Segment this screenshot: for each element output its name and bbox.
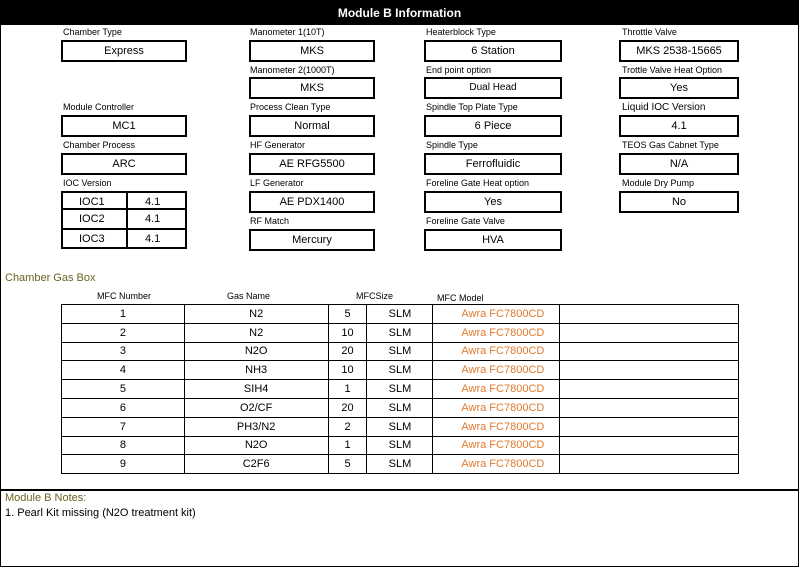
lf-generator-value: AE PDX1400 (249, 191, 375, 213)
mfc-number-cell: 3 (62, 342, 185, 361)
ioc-row-name: IOC3 (79, 233, 105, 245)
mfc-unit-cell: SLM (367, 305, 433, 324)
mfc-unit-cell: SLM (367, 342, 433, 361)
end-point-option-label: End point option (426, 65, 492, 75)
foreline-gate-heat-label: Foreline Gate Heat option (426, 178, 530, 188)
mfc-unit-cell: SLM (367, 436, 433, 455)
throttle-valve-label: Throttle Valve (622, 27, 677, 37)
lf-generator-label: LF Generator (250, 178, 304, 188)
mfc-size-cell: 5 (328, 305, 367, 324)
gas-name-cell: N2 (184, 305, 328, 324)
empty-cell (560, 436, 739, 455)
throttle-valve-heat-label: Trottle Valve Heat Option (622, 65, 723, 75)
gas-row (62, 361, 739, 380)
mfc-number-cell: 6 (62, 398, 185, 417)
gas-row (62, 436, 739, 455)
header-gas-name: Gas Name (227, 291, 271, 301)
gas-name-cell: N2O (184, 436, 328, 455)
foreline-gate-heat-value: Yes (424, 191, 562, 213)
gas-name-cell: N2 (184, 323, 328, 342)
gas-box-title: Chamber Gas Box (5, 272, 96, 284)
spindle-top-plate-type-value: 6 Piece (424, 115, 562, 137)
mfc-unit-cell: SLM (367, 417, 433, 436)
ioc-version-table (61, 191, 187, 249)
foreline-gate-valve-value: HVA (424, 229, 562, 251)
heaterblock-type-label: Heaterblock Type (426, 27, 496, 37)
mfc-number-cell: 1 (62, 305, 185, 324)
hf-generator-label: HF Generator (250, 140, 306, 150)
ioc-row-2 (61, 210, 187, 230)
gas-row (62, 398, 739, 417)
mfc-number-cell: 9 (62, 455, 185, 474)
module-controller-label: Module Controller (63, 102, 135, 112)
header-mfc-number: MFC Number (97, 291, 152, 301)
rf-match-label: RF Match (250, 216, 290, 226)
gas-name-cell: PH3/N2 (184, 417, 328, 436)
foreline-gate-valve-label: Foreline Gate Valve (426, 216, 505, 226)
spindle-top-plate-type-label: Spindle Top Plate Type (426, 102, 518, 112)
header-mfc-size: MFCSize (356, 291, 394, 301)
empty-cell (560, 361, 739, 380)
mfc-number-cell: 4 (62, 361, 185, 380)
chamber-process-value: ARC (61, 153, 187, 175)
gas-name-cell: O2/CF (184, 398, 328, 417)
empty-cell (560, 380, 739, 399)
module-controller-value: MC1 (61, 115, 187, 137)
chamber-type-value: Express (61, 40, 187, 62)
gas-box-table (61, 304, 739, 474)
mfc-size-cell: 10 (328, 361, 367, 380)
ioc-row-1 (61, 191, 187, 210)
gas-row (62, 305, 739, 324)
ioc-row-value: 4.1 (145, 213, 161, 225)
hf-generator-value: AE RFG5500 (249, 153, 375, 175)
gas-row (62, 455, 739, 474)
module-dry-pump-value: No (619, 191, 739, 213)
rf-match-value: Mercury (249, 229, 375, 251)
heaterblock-type-value: 6 Station (424, 40, 562, 62)
chamber-process-label: Chamber Process (63, 140, 136, 150)
mfc-number-cell: 7 (62, 417, 185, 436)
ioc-row-name: IOC1 (79, 196, 105, 208)
spindle-type-label: Spindle Type (426, 140, 478, 150)
mfc-model-cell: Awra FC7800CD (433, 455, 560, 474)
mfc-unit-cell: SLM (367, 398, 433, 417)
gas-row (62, 417, 739, 436)
mfc-unit-cell: SLM (367, 380, 433, 399)
mfc-size-cell: 10 (328, 323, 367, 342)
empty-cell (560, 323, 739, 342)
gas-row (62, 342, 739, 361)
ioc-divider (126, 191, 128, 249)
mfc-model-cell: Awra FC7800CD (433, 323, 560, 342)
process-clean-type-value: Normal (249, 115, 375, 137)
mfc-number-cell: 2 (62, 323, 185, 342)
mfc-model-cell: Awra FC7800CD (433, 305, 560, 324)
manometer1-label: Manometer 1(10T) (250, 27, 325, 37)
mfc-unit-cell: SLM (367, 323, 433, 342)
mfc-model-cell: Awra FC7800CD (433, 342, 560, 361)
mfc-model-cell: Awra FC7800CD (433, 398, 560, 417)
gas-name-cell: C2F6 (184, 455, 328, 474)
liquid-ioc-version-label: Liquid IOC Version (622, 102, 706, 113)
mfc-model-cell: Awra FC7800CD (433, 436, 560, 455)
note-line: 1. Pearl Kit missing (N2O treatment kit) (5, 507, 196, 519)
chamber-type-label: Chamber Type (63, 27, 122, 37)
teos-gas-cabinet-type-value: N/A (619, 153, 739, 175)
ioc-row-value: 4.1 (145, 196, 161, 208)
gas-name-cell: N2O (184, 342, 328, 361)
module-dry-pump-label: Module Dry Pump (622, 178, 695, 188)
mfc-number-cell: 8 (62, 436, 185, 455)
manometer2-value: MKS (249, 77, 375, 99)
gas-name-cell: NH3 (184, 361, 328, 380)
mfc-model-cell: Awra FC7800CD (433, 380, 560, 399)
process-clean-type-label: Process Clean Type (250, 102, 331, 112)
ioc-row-3 (61, 230, 187, 249)
ioc-row-value: 4.1 (145, 233, 161, 245)
gas-name-cell: SIH4 (184, 380, 328, 399)
teos-gas-cabinet-type-label: TEOS Gas Cabnet Type (622, 140, 719, 150)
mfc-model-cell: Awra FC7800CD (433, 361, 560, 380)
ioc-version-label: IOC Version (63, 178, 112, 188)
mfc-size-cell: 2 (328, 417, 367, 436)
notes-title: Module B Notes: (5, 492, 87, 504)
manometer2-label: Manometer 2(1000T) (250, 65, 335, 75)
mfc-unit-cell: SLM (367, 361, 433, 380)
mfc-size-cell: 1 (328, 436, 367, 455)
mfc-model-cell: Awra FC7800CD (433, 417, 560, 436)
empty-cell (560, 305, 739, 324)
spindle-type-value: Ferrofluidic (424, 153, 562, 175)
mfc-number-cell: 5 (62, 380, 185, 399)
empty-cell (560, 417, 739, 436)
mfc-size-cell: 1 (328, 380, 367, 399)
mfc-size-cell: 20 (328, 342, 367, 361)
gas-row (62, 323, 739, 342)
ioc-row-name: IOC2 (79, 213, 105, 225)
throttle-valve-heat-value: Yes (619, 77, 739, 99)
end-point-option-value: Dual Head (424, 77, 562, 99)
throttle-valve-value: MKS 2538-15665 (619, 40, 739, 62)
gas-row (62, 380, 739, 399)
page-title: Module B Information (1, 1, 798, 25)
mfc-unit-cell: SLM (367, 455, 433, 474)
mfc-size-cell: 5 (328, 455, 367, 474)
header-mfc-model: MFC Model (437, 293, 484, 303)
notes-divider (1, 489, 798, 491)
empty-cell (560, 455, 739, 474)
manometer1-value: MKS (249, 40, 375, 62)
mfc-size-cell: 20 (328, 398, 367, 417)
empty-cell (560, 398, 739, 417)
empty-cell (560, 342, 739, 361)
liquid-ioc-version-value: 4.1 (619, 115, 739, 137)
